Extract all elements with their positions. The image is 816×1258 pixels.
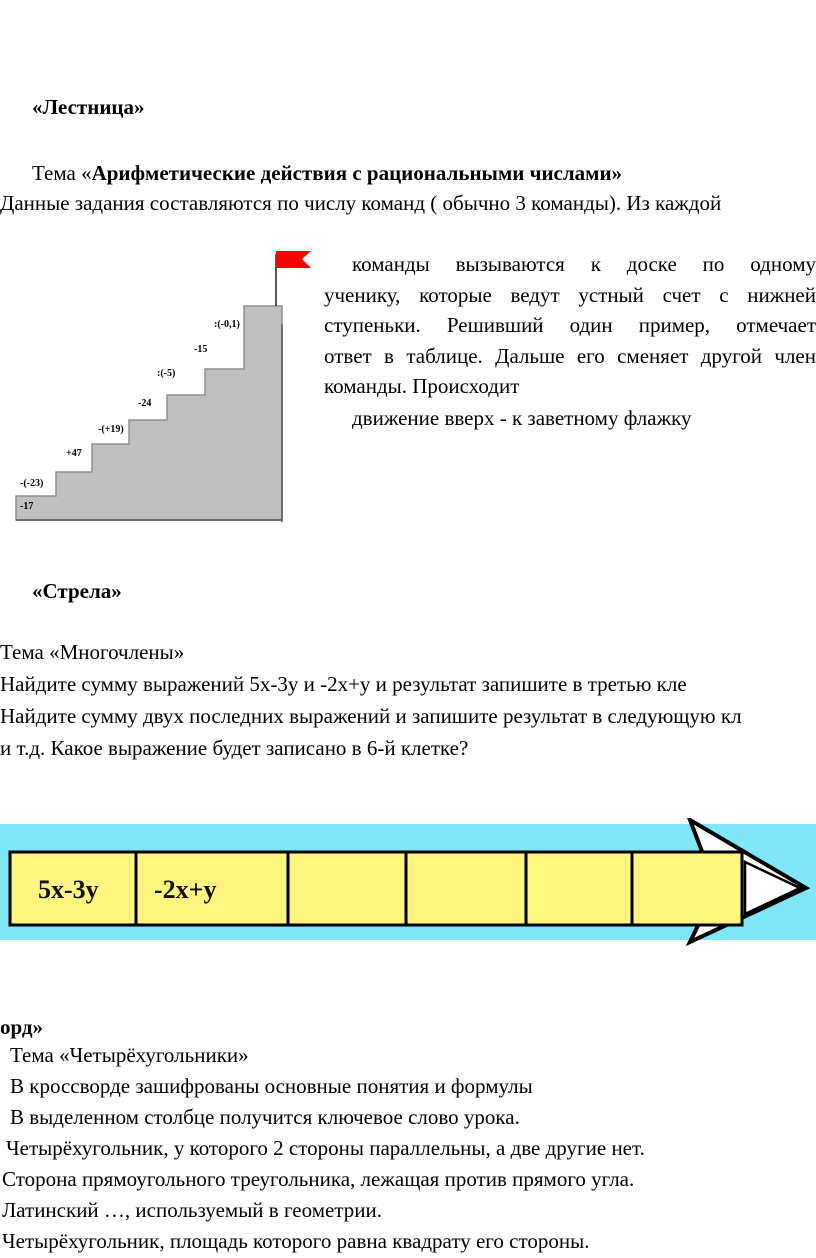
- stair-label: :(-5): [157, 368, 176, 379]
- arrow-task-line: и т.д. Какое выражение будет записано в 6-й клетке?: [0, 736, 469, 760]
- stair-label: -(-23): [20, 478, 44, 489]
- crossword-heading: орд»: [0, 1015, 44, 1039]
- ladder-paragraph-line1: Данные задания составляются по числу команд ( обычно 3 команды). Из каждой: [0, 191, 722, 215]
- arrow-cell: [406, 852, 526, 925]
- arrow-cell: [288, 852, 406, 925]
- ladder-paragraph-line: ступеньки. Решивший один пример, отмечает: [324, 313, 816, 337]
- stairs-shape: [16, 306, 282, 520]
- ladder-topic: [32, 158, 622, 188]
- ladder-paragraph-line: ответ в таблице. Дальше его сменяет другой член: [324, 343, 816, 368]
- ladder-paragraph-line: команды вызываются к доске по одному: [352, 252, 816, 276]
- crossword-clue: Четырёхугольник, у которого 2 стороны параллельны, а две другие нет.: [6, 1136, 645, 1160]
- flag-icon: [276, 251, 311, 268]
- arrow-task-line: Найдите сумму двух последних выражений и запишите результат в следующую кл: [0, 704, 742, 728]
- crossword-clue: Латинский …, используемый в геометрии.: [2, 1198, 382, 1222]
- arrow-cell: [526, 852, 632, 925]
- stair-label: -17: [20, 501, 34, 512]
- crossword-topic: Тема «Четырёхугольники»: [10, 1043, 249, 1067]
- ladder-topic-prefix: Тема «: [32, 161, 92, 185]
- arrow-cell-text: 5x-3y: [38, 875, 99, 904]
- ladder-heading: «Лестница»: [32, 95, 145, 119]
- arrow-heading: «Стрела»: [32, 579, 122, 603]
- ladder-topic-title: Арифметические действия с рациональными числами»: [91, 161, 623, 185]
- ladder-paragraph-block: [324, 249, 816, 402]
- ladder-paragraph-line: ученику, которые ведут устный счет с нижней: [324, 282, 816, 307]
- arrow-diagram: [0, 818, 816, 946]
- crossword-clue: Сторона прямоугольного треугольника, лежащая против прямого угла.: [2, 1167, 635, 1191]
- stair-label: -15: [194, 344, 208, 355]
- stair-label: -(+19): [98, 424, 124, 435]
- arrow-topic: Тема «Многочлены»: [0, 640, 185, 664]
- crossword-clue: Четырёхугольник, площадь которого равна квадрату его стороны.: [2, 1229, 590, 1253]
- stair-label: :(-0,1): [214, 319, 240, 330]
- stair-label: -24: [138, 398, 152, 409]
- arrow-task-line: Найдите сумму выражений 5х-3у и -2х+у и результат запишите в третью кле: [0, 672, 687, 696]
- ladder-paragraph-last: движение вверх - к заветному флажку: [352, 406, 692, 430]
- ladder-paragraph-line: команды. Происходит: [324, 374, 520, 398]
- crossword-line: В кроссворде зашифрованы основные понятия и формулы: [10, 1074, 533, 1098]
- arrow-cell-text: -2x+y: [154, 875, 217, 904]
- stair-label: +47: [66, 448, 82, 459]
- ladder-diagram: [14, 244, 314, 526]
- crossword-line: В выделенном столбце получится ключевое слово урока.: [10, 1105, 520, 1129]
- arrow-cell: [632, 852, 742, 925]
